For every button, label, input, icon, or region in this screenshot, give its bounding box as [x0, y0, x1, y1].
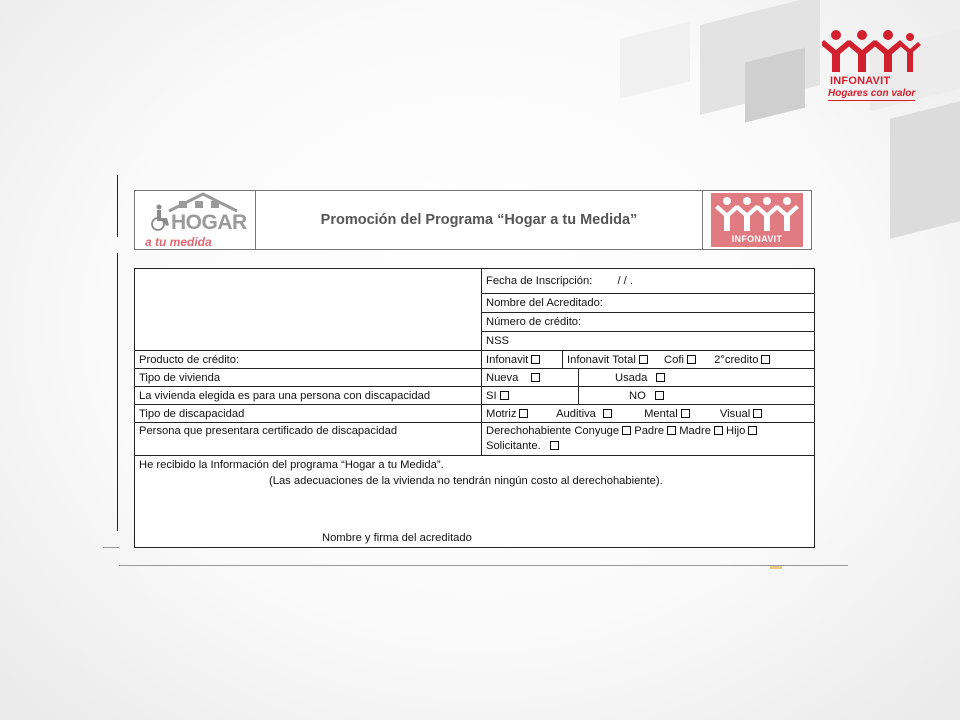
- checkbox-icon[interactable]: [761, 355, 770, 364]
- checkbox-icon[interactable]: [603, 409, 612, 418]
- checkbox-icon[interactable]: [667, 426, 676, 435]
- checkbox-icon[interactable]: [714, 426, 723, 435]
- tipo-discapacidad-label: Tipo de discapacidad: [135, 405, 482, 423]
- bottom-marker: [770, 566, 782, 569]
- producto-label: Producto de crédito:: [135, 351, 482, 369]
- certificado-option[interactable]: Madre: [679, 425, 723, 437]
- checkbox-icon[interactable]: [531, 355, 540, 364]
- numero-credito-label: Número de crédito:: [486, 316, 582, 328]
- acknowledgement-text: He recibido la Información del programa “Hogar a tu Medida”.: [139, 459, 444, 471]
- background-decoration: [890, 101, 960, 238]
- numero-credito-field[interactable]: [482, 313, 815, 332]
- discapacidad-option[interactable]: Visual: [720, 408, 762, 420]
- checkbox-icon[interactable]: [519, 409, 528, 418]
- form-blank-area: [135, 269, 482, 351]
- checkbox-icon[interactable]: [550, 441, 559, 450]
- certificado-option[interactable]: Padre: [634, 425, 676, 437]
- checkbox-icon[interactable]: [687, 355, 696, 364]
- infonavit-small-logo: [702, 191, 811, 249]
- nombre-field[interactable]: [482, 294, 815, 313]
- background-decoration: [620, 21, 690, 98]
- form-header: [134, 190, 812, 250]
- certificado-options: [482, 423, 815, 456]
- checkbox-icon[interactable]: [748, 426, 757, 435]
- producto-option[interactable]: Cofi: [664, 354, 696, 366]
- infonavit-wordmark: INFONAVIT: [830, 75, 891, 87]
- certificado-option[interactable]: Hijo: [726, 425, 757, 437]
- producto-option[interactable]: Infonavit Total: [567, 354, 648, 366]
- infonavit-tagline: Hogares con valor: [828, 88, 916, 99]
- producto-option[interactable]: Infonavit: [482, 351, 563, 369]
- signature-label: Nombre y firma del acreditado: [322, 532, 472, 544]
- tipo-vivienda-option[interactable]: Nueva: [482, 369, 579, 387]
- fecha-value: / / .: [617, 275, 633, 287]
- checkbox-icon[interactable]: [639, 355, 648, 364]
- checkbox-icon[interactable]: [656, 373, 665, 382]
- tipo-vivienda-option[interactable]: Usada: [579, 369, 815, 387]
- hogar-subtitle: a tu medida: [145, 235, 212, 249]
- fecha-label: Fecha de Inscripción:: [486, 275, 593, 287]
- discapacidad-si-option[interactable]: SI: [482, 387, 579, 405]
- fecha-field[interactable]: [482, 269, 815, 294]
- nombre-label: Nombre del Acreditado:: [486, 297, 603, 309]
- tipo-discapacidad-options: [482, 405, 815, 423]
- producto-options: [563, 351, 815, 369]
- discapacidad-option[interactable]: Motriz: [486, 408, 528, 420]
- checkbox-icon[interactable]: [500, 391, 509, 400]
- registration-form: [134, 268, 815, 548]
- discapacidad-option[interactable]: Auditiva: [556, 408, 612, 420]
- checkbox-icon[interactable]: [655, 391, 664, 400]
- nss-field[interactable]: [482, 332, 815, 351]
- infonavit-small-label: INFONAVIT: [731, 234, 783, 244]
- producto-option[interactable]: 2°credito: [714, 354, 770, 366]
- certificado-option[interactable]: Conyuge: [574, 425, 631, 437]
- left-tick: [103, 547, 119, 548]
- acknowledgement-note: (Las adecuaciones de la vivienda no tendrán ningún costo al derechohabiente).: [269, 475, 663, 487]
- infonavit-logo: [822, 28, 926, 106]
- discapacidad-no-option[interactable]: NO: [579, 387, 815, 405]
- infonavit-houses-icon: [822, 28, 922, 74]
- tipo-vivienda-label: Tipo de vivienda: [135, 369, 482, 387]
- certificado-option[interactable]: Solicitante.: [486, 440, 559, 452]
- acknowledgement-area: [135, 456, 815, 548]
- infonavit-houses-icon: [711, 195, 803, 235]
- left-rule: [117, 253, 118, 531]
- vivienda-discapacidad-label: La vivienda elegida es para una persona con discapacidad: [135, 387, 482, 405]
- checkbox-icon[interactable]: [681, 409, 690, 418]
- certificado-option[interactable]: Derechohabiente: [486, 425, 572, 437]
- form-title: Promoción del Programa “Hogar a tu Medida”: [320, 212, 638, 228]
- nss-label: NSS: [486, 335, 510, 347]
- hogar-a-tu-medida-logo: [135, 191, 256, 249]
- certificado-label: Persona que presentara certificado de discapacidad: [135, 423, 482, 456]
- left-rule: [117, 175, 118, 237]
- hogar-word: HOGAR: [171, 211, 247, 234]
- bottom-rule: [119, 565, 848, 566]
- checkbox-icon[interactable]: [531, 373, 540, 382]
- discapacidad-option[interactable]: Mental: [644, 408, 690, 420]
- checkbox-icon[interactable]: [622, 426, 631, 435]
- checkbox-icon[interactable]: [753, 409, 762, 418]
